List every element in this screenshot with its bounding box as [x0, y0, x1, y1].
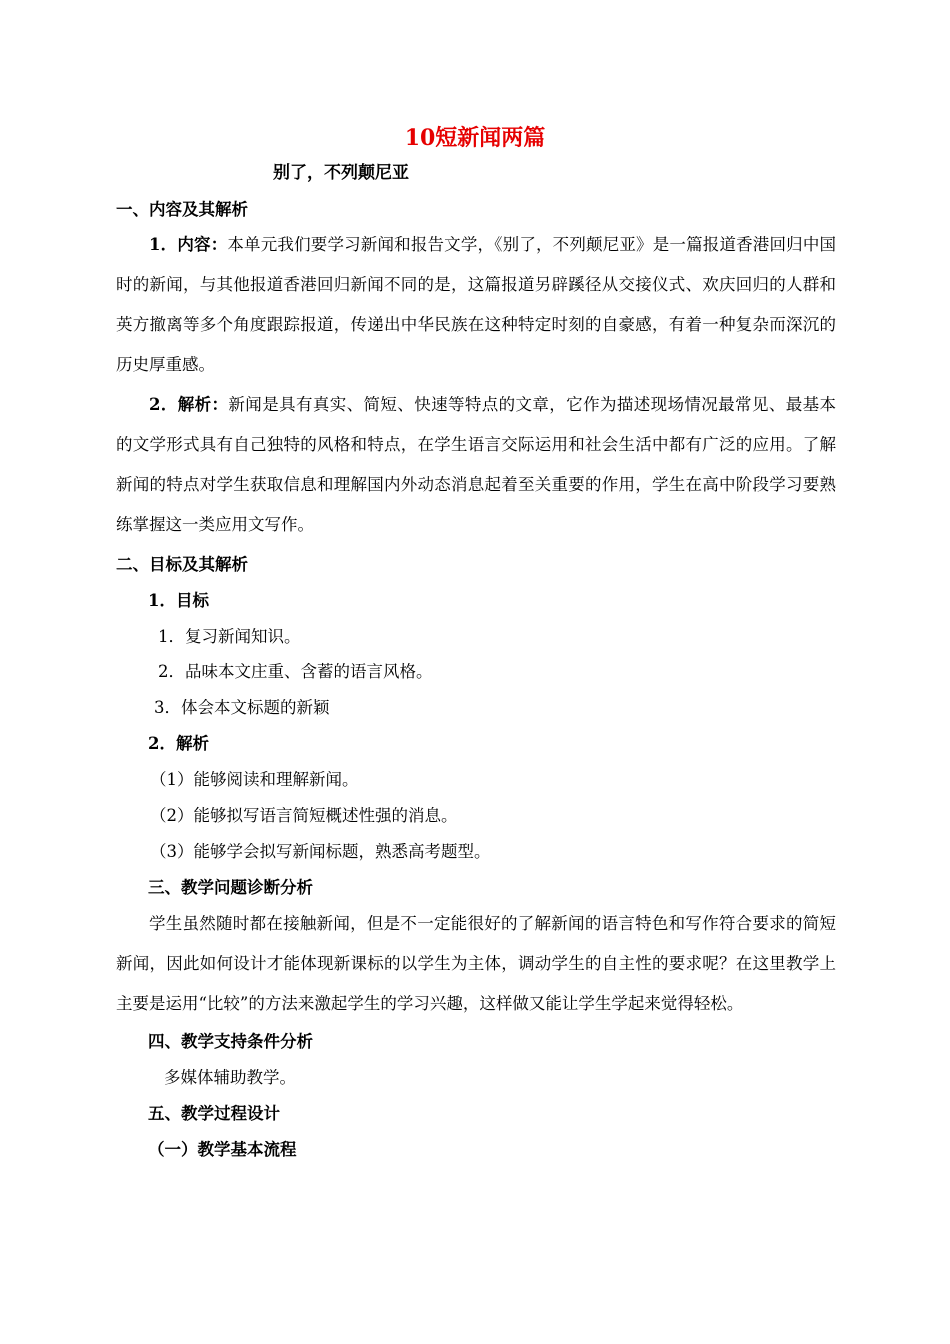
section1-paragraph-content — [116, 225, 836, 385]
document-subtitle: 别了，不列颠尼亚 — [273, 163, 409, 183]
content-label: 1．内容： — [149, 235, 228, 254]
analysis-item: （2）能够拟写语言简短概述性强的消息。 — [150, 806, 458, 825]
analysis-text: 新闻是具有真实、简短、快速等特点的文章，它作为描述现场情况最常见、最基本的文学形式具有自己独特的风格和特点，在学生语言交际运用和社会生活中都有广泛的应用。了解新闻的特点对学生获取信息和理解国内外动态消息起着至关重要的作用，学生在高中阶段学习要熟练掌握这一类应用文写作。 — [116, 395, 836, 534]
goal-heading: 1．目标 — [148, 591, 209, 610]
analysis-item: （3）能够学会拟写新闻标题，熟悉高考题型。 — [150, 842, 491, 861]
section4-heading: 四、教学支持条件分析 — [148, 1032, 313, 1051]
section3-paragraph: 学生虽然随时都在接触新闻，但是不一定能很好的了解新闻的语言特色和写作符合要求的简短新闻，因此如何设计才能体现新课标的以学生为主体，调动学生的自主性的要求呢？在这里教学上主要是运用“比较”的方法来激起学生的学习兴趣，这样做又能让学生学起来觉得轻松。 — [116, 914, 836, 1013]
section2-heading: 二、目标及其解析 — [116, 555, 248, 574]
section3-heading: 三、教学问题诊断分析 — [148, 878, 313, 897]
analysis-heading: 2．解析 — [148, 734, 209, 753]
analysis-label: 2．解析： — [149, 395, 229, 414]
goal-item: 2．品味本文庄重、含蓄的语言风格。 — [158, 662, 433, 681]
document-title: 10短新闻两篇 — [404, 125, 546, 151]
analysis-item: （1）能够阅读和理解新闻。 — [150, 770, 359, 789]
section4-text: 多媒体辅助教学。 — [164, 1068, 296, 1087]
section1-paragraph-analysis — [116, 385, 836, 545]
section5-heading: 五、教学过程设计 — [148, 1104, 280, 1123]
goal-item: 3．体会本文标题的新颖 — [154, 698, 330, 717]
section5-subheading: （一）教学基本流程 — [148, 1140, 297, 1159]
goal-item: 1．复习新闻知识。 — [158, 627, 301, 646]
content-text: 本单元我们要学习新闻和报告文学，《别了，不列颠尼亚》是一篇报道香港回归中国时的新闻，与其他报道香港回归新闻不同的是，这篇报道另辟蹊径从交接仪式、欢庆回归的人群和英方撤离等多个角度跟踪报道，传递出中华民族在这种特定时刻的自豪感，有着一种复杂而深沉的历史厚重感。 — [116, 235, 837, 374]
section1-heading: 一、内容及其解析 — [116, 200, 248, 219]
